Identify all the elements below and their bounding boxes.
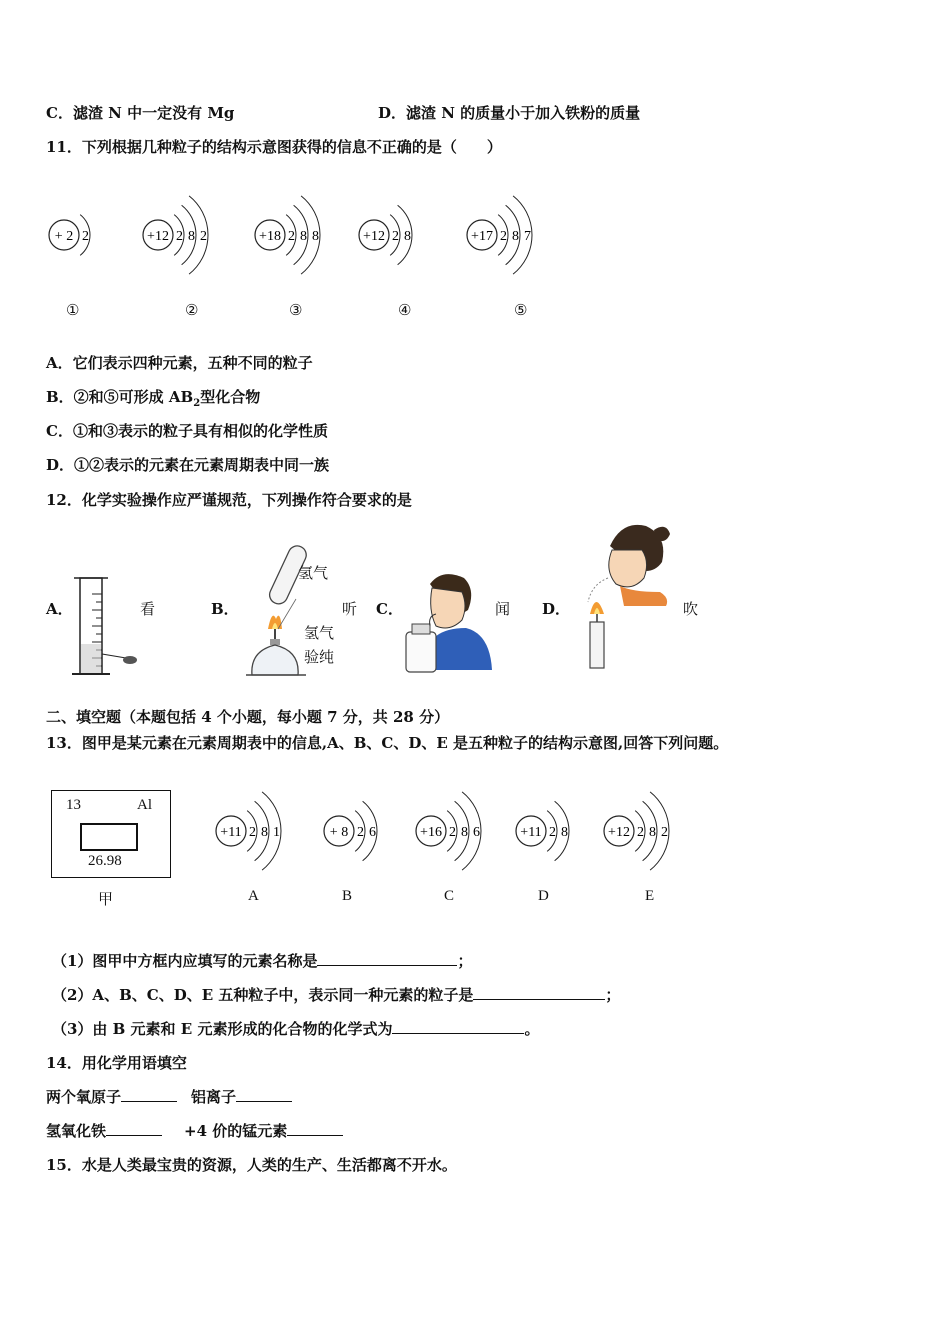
q14-b-blank[interactable] bbox=[236, 1087, 292, 1102]
shell-electron-count: 2 bbox=[200, 229, 207, 244]
q12-option-d-letter: D． bbox=[542, 600, 571, 618]
atomic-mass: 26.98 bbox=[88, 853, 122, 869]
q13-sub3-end: 。 bbox=[524, 1020, 540, 1038]
q13-atom-label: A bbox=[248, 888, 259, 904]
shell-electron-count: 2 bbox=[549, 825, 556, 840]
nucleus-charge: + 2 bbox=[54, 229, 74, 244]
q13-sub3 bbox=[52, 1018, 539, 1039]
nucleus-charge: +18 bbox=[259, 229, 281, 244]
shell-electron-count: 8 bbox=[561, 825, 568, 840]
q11-atom-4 bbox=[356, 180, 442, 294]
shell-electron-count: 8 bbox=[512, 229, 519, 244]
atomic-number: 13 bbox=[66, 797, 81, 813]
q13-atom-1 bbox=[213, 776, 319, 890]
q13-sub3-text: （3）由 B 元素和 E 元素形成的化合物的化学式为 bbox=[52, 1020, 393, 1038]
shell-electron-count: 2 bbox=[357, 825, 364, 840]
q11-atom-1 bbox=[46, 180, 112, 294]
q11-atom-5 bbox=[464, 180, 570, 294]
q13-sub1 bbox=[52, 950, 472, 971]
q13-atom-label: D bbox=[538, 888, 549, 904]
table-caption: 甲 bbox=[98, 892, 114, 908]
q11-option-a: A．它们表示四种元素，五种不同的粒子 bbox=[46, 354, 313, 372]
nucleus-charge: +12 bbox=[363, 229, 385, 244]
shell-electron-count: 6 bbox=[369, 825, 376, 840]
shell-electron-count: 2 bbox=[82, 229, 89, 244]
q13-sub2 bbox=[52, 984, 620, 1005]
hydrogen-label-1: 氢气 bbox=[298, 566, 329, 582]
q13-sub2-blank[interactable] bbox=[473, 985, 605, 1000]
q12-option-a-letter: A． bbox=[46, 600, 73, 618]
q12-option-c-letter: C． bbox=[376, 600, 403, 618]
q12-option-a-verb: 看 bbox=[140, 600, 156, 618]
nucleus-charge: + 8 bbox=[329, 825, 349, 840]
q13-atom-4 bbox=[513, 776, 599, 890]
q14-stem: 14．用化学用语填空 bbox=[46, 1054, 187, 1072]
q11-option-b bbox=[46, 386, 260, 409]
nucleus-charge: +16 bbox=[420, 825, 442, 840]
shell-electron-count: 8 bbox=[188, 229, 195, 244]
q13-atom-label: B bbox=[342, 888, 353, 904]
q13-sub1-end: ； bbox=[457, 952, 473, 970]
q12-option-d-verb: 吹 bbox=[683, 600, 699, 618]
q11-option-c: C．①和③表示的粒子具有相似的化学性质 bbox=[46, 422, 328, 440]
shell-electron-count: 8 bbox=[300, 229, 307, 244]
element-symbol: Al bbox=[137, 797, 152, 813]
q13-sub2-end: ； bbox=[605, 986, 621, 1004]
q12-option-b-verb: 听 bbox=[342, 600, 358, 618]
shell-electron-count: 8 bbox=[404, 229, 411, 244]
shell-electron-count: 6 bbox=[473, 825, 480, 840]
shell-electron-count: 2 bbox=[661, 825, 668, 840]
q12-stem: 12．化学实验操作应严谨规范，下列操作符合要求的是 bbox=[46, 491, 412, 509]
q14-a-blank[interactable] bbox=[121, 1087, 177, 1102]
eye-icon bbox=[123, 656, 137, 664]
nucleus-charge: +17 bbox=[471, 229, 493, 244]
periodic-table-cell bbox=[51, 790, 171, 878]
purity-check-label: 验纯 bbox=[304, 650, 335, 666]
q13-sub1-blank[interactable] bbox=[317, 951, 457, 966]
q11-atom-label: ⑤ bbox=[514, 303, 528, 319]
q11-atom-3 bbox=[252, 180, 358, 294]
shell-electron-count: 2 bbox=[500, 229, 507, 244]
q11-atom-label: ① bbox=[66, 303, 80, 319]
q14-c-label: 氢氧化铁 bbox=[46, 1122, 107, 1140]
shell-electron-count: 2 bbox=[637, 825, 644, 840]
element-name-box bbox=[80, 823, 138, 851]
shell-electron-count: 8 bbox=[261, 825, 268, 840]
q10-option-d: D．滤渣 N 的质量小于加入铁粉的质量 bbox=[378, 104, 641, 122]
shell-electron-count: 8 bbox=[461, 825, 468, 840]
q14-a-label: 两个氧原子 bbox=[46, 1088, 122, 1106]
q15-stem: 15．水是人类最宝贵的资源，人类的生产、生活都离不开水。 bbox=[46, 1156, 457, 1174]
q11-stem: 11．下列根据几种粒子的结构示意图获得的信息不正确的是（ ） bbox=[46, 138, 502, 156]
nucleus-charge: +12 bbox=[608, 825, 630, 840]
smelling-figure bbox=[402, 570, 494, 674]
shell-electron-count: 2 bbox=[288, 229, 295, 244]
q13-atom-label: C bbox=[444, 888, 455, 904]
shell-electron-count: 8 bbox=[312, 229, 319, 244]
shell-electron-count: 2 bbox=[176, 229, 183, 244]
nucleus-charge: +12 bbox=[147, 229, 169, 244]
graduated-cylinder-figure bbox=[70, 574, 142, 680]
q11-option-b-tail: 型化合物 bbox=[200, 388, 261, 406]
q12-option-b-letter: B． bbox=[211, 600, 239, 618]
q11-atom-label: ③ bbox=[289, 303, 303, 319]
q14-d-blank[interactable] bbox=[287, 1121, 343, 1136]
hydrogen-label-2: 氢气 bbox=[304, 626, 335, 642]
section-2-heading: 二、填空题（本题包括 4 个小题，每小题 7 分，共 28 分） bbox=[46, 708, 450, 726]
shell-electron-count: 1 bbox=[273, 825, 280, 840]
shell-electron-count: 2 bbox=[249, 825, 256, 840]
shell-electron-count: 2 bbox=[392, 229, 399, 244]
blowing-candle-figure bbox=[570, 522, 674, 674]
q13-sub1-text: （1）图甲中方框内应填写的元素名称是 bbox=[52, 952, 318, 970]
q11-option-d: D．①②表示的元素在元素周期表中同一族 bbox=[46, 456, 330, 474]
nucleus-charge: +11 bbox=[520, 825, 542, 840]
q14-d-label: +4 价的锰元素 bbox=[184, 1122, 288, 1140]
q13-atom-3 bbox=[413, 776, 519, 890]
q11-atom-label: ② bbox=[185, 303, 199, 319]
q14-row2 bbox=[46, 1120, 343, 1141]
q11-option-b-subscript: 2 bbox=[193, 398, 201, 409]
q11-atom-label: ④ bbox=[398, 303, 412, 319]
q13-sub3-blank[interactable] bbox=[392, 1019, 524, 1034]
q13-atom-label: E bbox=[645, 888, 655, 904]
q13-atom-2 bbox=[321, 776, 407, 890]
shell-electron-count: 2 bbox=[449, 825, 456, 840]
q13-stem: 13．图甲是某元素在元素周期表中的信息,A、B、C、D、E 是五种粒子的结构示意图,回答下列问题。 bbox=[46, 734, 729, 752]
q10-option-c: C．滤渣 N 中一定没有 Mg bbox=[46, 104, 235, 122]
shell-electron-count: 8 bbox=[649, 825, 656, 840]
q12-option-c-verb: 闻 bbox=[495, 600, 511, 618]
q14-b-label: 铝离子 bbox=[191, 1088, 237, 1106]
q14-row1 bbox=[46, 1086, 292, 1107]
q13-sub2-text: （2）A、B、C、D、E 五种粒子中，表示同一种元素的粒子是 bbox=[52, 986, 474, 1004]
q13-atom-5 bbox=[601, 776, 707, 890]
shell-electron-count: 7 bbox=[524, 229, 531, 244]
q11-atom-2 bbox=[140, 180, 246, 294]
q14-c-blank[interactable] bbox=[106, 1121, 162, 1136]
q11-option-b-text: B．②和⑤可形成 AB bbox=[46, 388, 194, 406]
nucleus-charge: +11 bbox=[220, 825, 242, 840]
